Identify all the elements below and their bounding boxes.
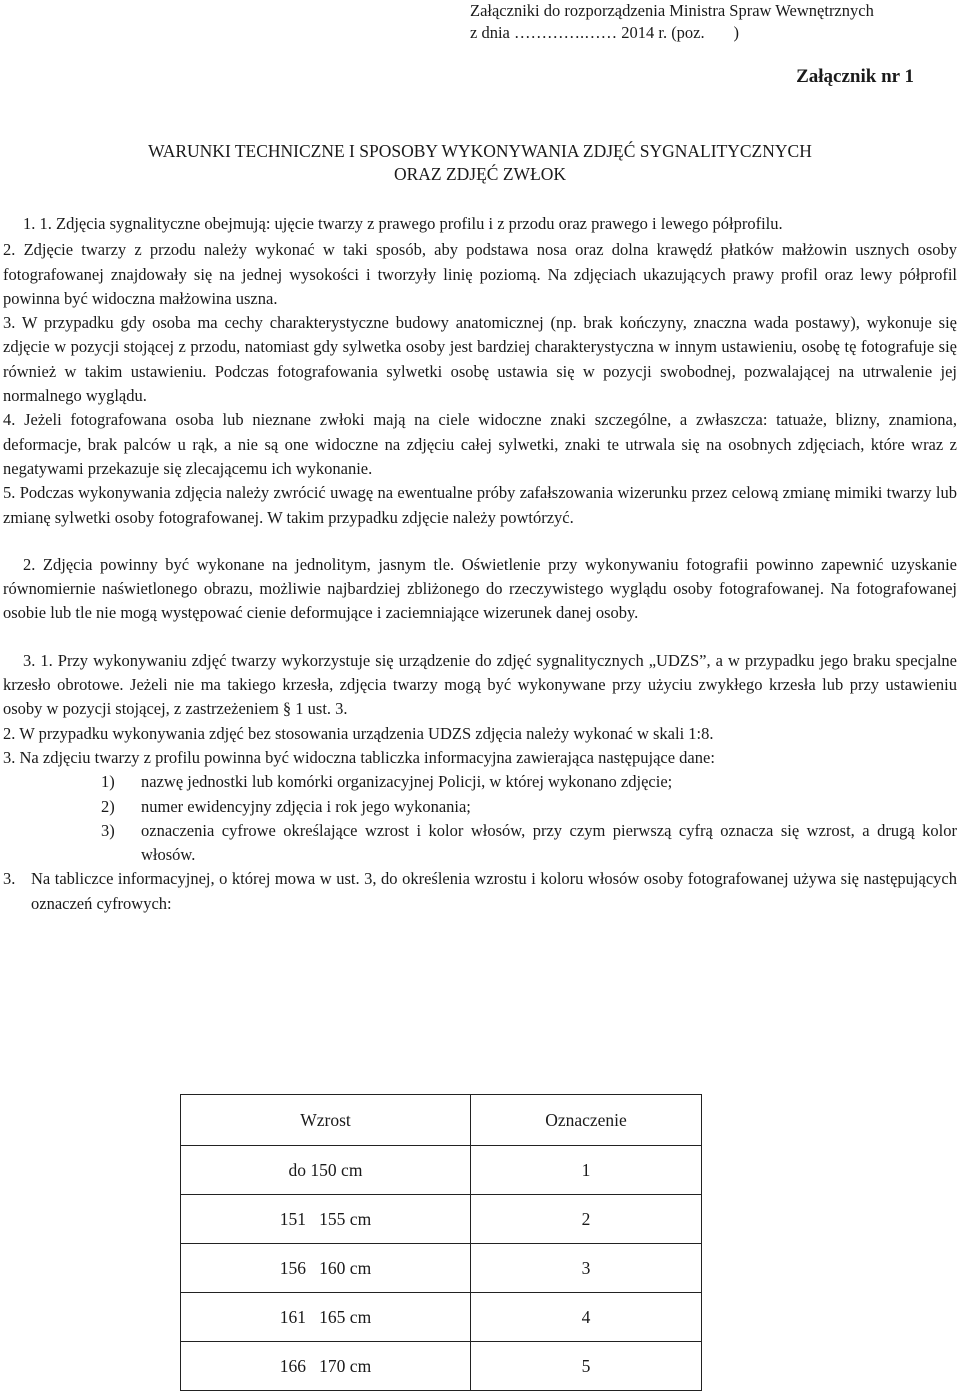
table-cell: 161 165 cm (181, 1293, 471, 1342)
annex-label: Załącznik nr 1 (796, 66, 914, 87)
header-line-1: Załączniki do rozporządzenia Ministra Spraw Wewnętrznych (470, 1, 874, 20)
paragraph-text: Na tabliczce informacyjnej, o której mowa w ust. 3, do określenia wzrostu i koloru włosów osoby fotografowanej używa się następujących oznaczeń cyfrowych: (31, 869, 957, 913)
column-header-height: Wzrost (181, 1095, 471, 1146)
table-cell: 4 (471, 1293, 702, 1342)
table-cell: 3 (471, 1244, 702, 1293)
table-row (181, 1342, 702, 1391)
section1-paragraph-5: 5. Podczas wykonywania zdjęcia należy zwrócić uwagę na ewentualne próby zafałszowania wizerunku przez celową zmianę mimiki twarzy lub zmianę sylwetki osoby fotografowanej. W takim przypadku zdjęcie należy powtórzyć. (3, 483, 957, 527)
table-row (181, 1195, 702, 1244)
paragraph-number: 3. (3, 869, 16, 889)
list-item-text: numer ewidencyjny zdjęcia i rok jego wykonania; (141, 796, 471, 816)
section3-paragraph-3: 3. Na zdjęciu twarzy z profilu powinna być widoczna tabliczka informacyjna zawierająca następujące dane: (3, 747, 715, 767)
section1-paragraph-1: 1. 1. Zdjęcia sygnalityczne obejmują: ujęcie twarzy z prawego profilu i z przodu oraz prawego i lewego półprofilu. (23, 214, 783, 233)
header-line-2: z dnia ………….…… 2014 r. (poz. ) (470, 23, 740, 42)
height-code-table (180, 1094, 702, 1391)
list-item (3, 795, 957, 819)
list-item-number: 2) (101, 796, 115, 816)
section1-paragraph-3: 3. W przypadku gdy osoba ma cechy charakterystyczne budowy anatomicznej (np. brak kończyny, znaczna wada postawy), wykonuje się zdjęcie w pozycji stojącej z przodu, natomiast gdy sylwetka osoby jest bardziej charakterystyczna w innym ustawieniu, osobę tę fotografuje się również w takim ustawieniu. Podczas fotografowania sylwetki osobę ustawia się w pozycji swobodnej, pozwalającej na utrwalenie jej normalnego wyglądu. (3, 313, 957, 406)
title-line-2: ORAZ ZDJĘĆ ZWŁOK (393, 164, 567, 184)
table-row (181, 1244, 702, 1293)
list-item-number: 3) (101, 820, 115, 840)
document-body (3, 212, 957, 916)
table-cell: 156 160 cm (181, 1244, 471, 1293)
table-cell: 1 (471, 1146, 702, 1195)
section3-paragraph-4 (3, 867, 957, 916)
table-cell: 151 155 cm (181, 1195, 471, 1244)
document-title (0, 140, 960, 186)
list-item (3, 819, 957, 868)
table-cell: 5 (471, 1342, 702, 1391)
section3-paragraph-2: 2. W przypadku wykonywania zdjęć bez stosowania urządzenia UDZS zdjęcia należy wykonać w skali 1:8. (3, 723, 714, 743)
table-row (181, 1146, 702, 1195)
list-item-number: 1) (101, 772, 115, 792)
section1-paragraph-4: 4. Jeżeli fotografowana osoba lub nieznane zwłoki mają na ciele widoczne znaki szczególne, a zwłaszcza: tatuaże, blizny, znamiona, deformacje, brak palców u rąk, a nie są one widoczne na zdjęciu całej sylwetki, znaki te utrwala się na osobnych zdjęciach, które wraz z negatywami przekazuje się zlecającemu ich wykonanie. (3, 410, 957, 478)
table-cell: 2 (471, 1195, 702, 1244)
section2-paragraph-1: 2. Zdjęcia powinny być wykonane na jednolitym, jasnym tle. Oświetlenie przy wykonywaniu fotografii powinno zapewnić uzyskanie równomiernie naświetlonego obrazu, możliwie najbardziej zbliżonego do rzeczywistego wyglądu osoby fotografowanej. Na fotografowanej osobie lub tle nie mogą występować cienie deformujące i zaciemniające wizerunek danej osoby. (3, 554, 957, 623)
table-row (181, 1293, 702, 1342)
list-item-text: nazwę jednostki lub komórki organizacyjnej Policji, w której wykonano zdjęcie; (141, 772, 673, 792)
table-cell: 166 170 cm (181, 1342, 471, 1391)
section3-paragraph-1: 3. 1. Przy wykonywaniu zdjęć twarzy wykorzystuje się urządzenie do zdjęć sygnalitycznych „UDZS”, a w przypadku jego braku specjalne krzesło obrotowe. Jeżeli nie ma takiego krzesła, zdjęcia twarzy mogą być wykonywane przy użyciu zwykłego krzesła lub przy ustawieniu osoby w pozycji stojącej, z zastrzeżeniem § 1 ust. 3. (3, 650, 957, 719)
section1-paragraph-2: 2. Zdjęcie twarzy z przodu należy wykonać w taki sposób, aby podstawa nosa oraz dolna krawędź płatków małżowin usznych osoby fotografowanej znajdowały się na jednej wysokości i tworzyły linię poziomą. Na zdjęciach ukazujących prawy profil oraz lewy półprofil powinna być widoczna małżowina uszna. (3, 240, 957, 308)
table-cell: do 150 cm (181, 1146, 471, 1195)
regulation-header (470, 0, 956, 44)
table-header-row (181, 1095, 702, 1146)
title-line-1: WARUNKI TECHNICZNE I SPOSOBY WYKONYWANIA ZDJĘĆ SYGNALITYCZNYCH (148, 141, 812, 161)
column-header-code: Oznaczenie (471, 1095, 702, 1146)
info-plate-list (3, 770, 957, 867)
list-item-text: oznaczenia cyfrowe określające wzrost i kolor włosów, przy czym pierwszą cyfrą oznacza się wzrost, a drugą kolor włosów. (141, 820, 957, 865)
list-item (3, 770, 957, 794)
